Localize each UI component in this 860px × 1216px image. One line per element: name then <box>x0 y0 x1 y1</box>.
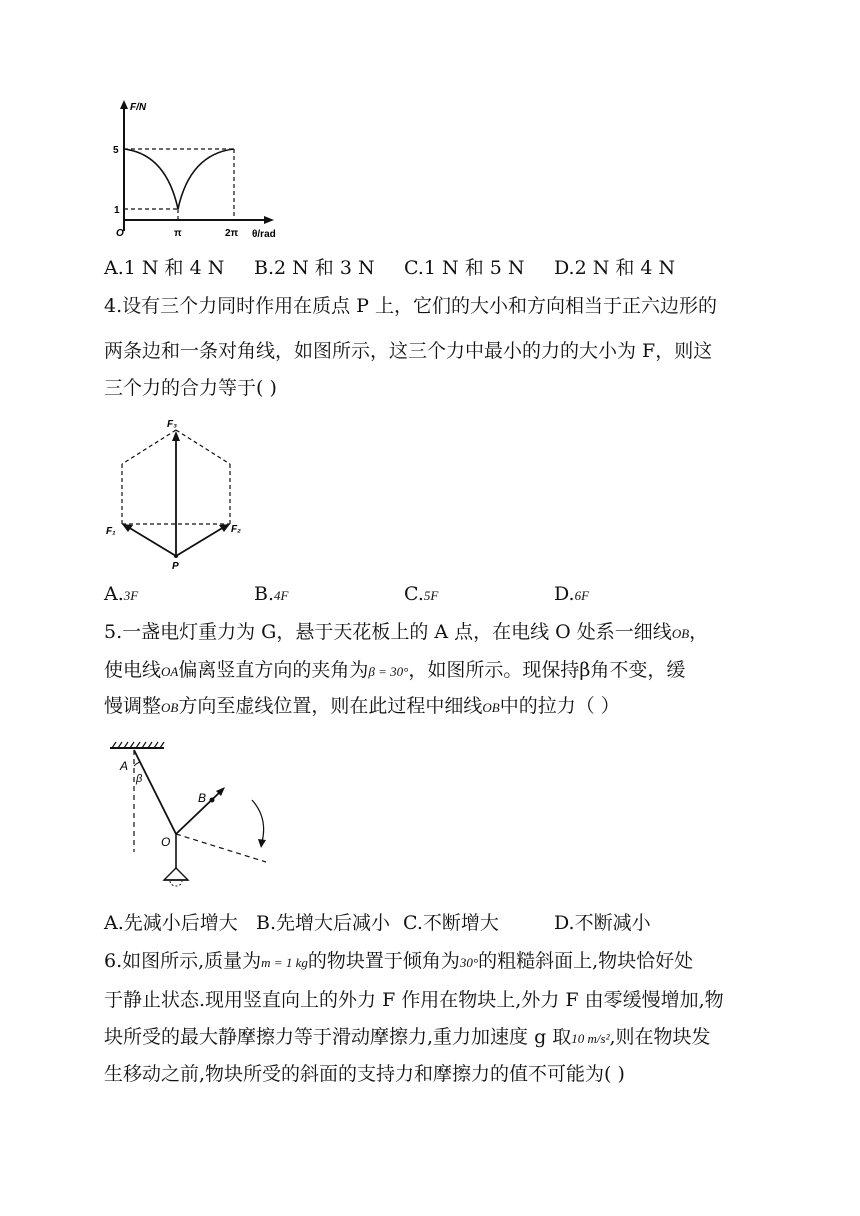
q6-line-1 <box>104 948 693 976</box>
q4-option-a-letter: A. <box>104 583 124 605</box>
q5-ob-symbol-3: OB <box>482 700 500 715</box>
q5-beta-expr: β = 30° <box>368 664 409 679</box>
q6-angle-expr: 30° <box>459 955 479 970</box>
q5-option-c: C.不断增大 <box>403 912 499 934</box>
q4-option-a-value: 3F <box>123 588 139 603</box>
q5-line-2-e: ，如图所示。现保持β角不变，缓 <box>408 659 686 681</box>
q4-option-c-value: 5F <box>423 588 439 603</box>
point-o-label: O <box>161 835 171 849</box>
q6-line-3-c: ,则在物块发 <box>609 1026 711 1048</box>
q4-line-2: 两条边和一条对角线，如图所示，这三个力中最小的力的大小为 F，则这 <box>104 340 713 362</box>
q6-g-expr: 10 m/s² <box>571 1031 610 1046</box>
y-tick-5: 5 <box>113 145 119 156</box>
q5-line-2 <box>104 657 685 685</box>
point-b-label: B <box>198 791 207 805</box>
y-tick-1: 1 <box>114 205 120 216</box>
beta-label: β <box>136 773 143 785</box>
q6-line-1-c: 的物块置于倾角为 <box>307 950 460 972</box>
f2-label: F₂ <box>231 524 241 535</box>
hexagon-force-figure <box>100 418 260 574</box>
q5-line-2-c: 偏离竖直方向的夹角为 <box>178 659 369 681</box>
f1-label: F₁ <box>106 526 116 537</box>
q6-line-2: 于静止状态.现用竖直向上的外力 F 作用在物块上,外力 F 由零缓慢增加,物 <box>104 989 724 1011</box>
q5-line-3 <box>104 693 620 721</box>
q6-line-1-e: 的粗糙斜面上,物块恰好处 <box>478 950 694 972</box>
origin-label: O <box>116 228 124 239</box>
q4-option-b-letter: B. <box>254 583 275 605</box>
q4-option-c <box>404 581 438 609</box>
q4-line-1: 4.设有三个力同时作用在质点 P 上，它们的大小和方向相当于正六边形的 <box>104 295 717 317</box>
q5-line-3-e: 中的拉力（ ） <box>499 695 620 717</box>
point-a-label: A <box>120 759 129 773</box>
q4-option-d-value: 6F <box>574 588 590 603</box>
x-axis-label: θ/rad <box>252 229 276 240</box>
q5-line-3-c: 方向至虚线位置，则在此过程中细线 <box>178 695 483 717</box>
q3-option-d: D.2 N 和 4 N <box>554 257 676 279</box>
p-label: P <box>172 561 179 572</box>
q4-option-c-letter: C. <box>404 583 424 605</box>
q4-option-d <box>554 581 589 609</box>
x-tick-2pi: 2π <box>225 228 239 239</box>
q5-option-d: D.不断减小 <box>554 912 651 934</box>
q6-mass-expr: m = 1 kg <box>261 955 308 970</box>
lamp-string-figure <box>106 740 276 892</box>
q5-option-b: B.先增大后减小 <box>256 912 391 934</box>
y-axis-label: F/N <box>130 102 147 113</box>
q5-line-1-end: ， <box>689 621 709 643</box>
q6-line-1-a: 6.如图所示,质量为 <box>104 950 262 972</box>
q5-line-2-a: 使电线 <box>104 659 162 681</box>
q6-line-4: 生移动之前,物块所受的斜面的支持力和摩擦力的值不可能为( ) <box>104 1063 625 1085</box>
q5-line-3-a: 慢调整 <box>104 695 162 717</box>
q4-option-b-value: 4F <box>274 588 289 603</box>
q6-line-3-a: 块所受的最大静摩擦力等于滑动摩擦力,重力加速度 g 取 <box>104 1026 572 1048</box>
q4-option-b <box>254 581 288 609</box>
force-angle-graph <box>104 96 294 246</box>
q5-line-1-text: 5.一盏电灯重力为 G，悬于天花板上的 A 点，在电线 O 处系一细线 <box>104 621 672 643</box>
f3-label: F₃ <box>167 419 177 430</box>
q3-option-b: B.2 N 和 3 N <box>254 257 375 279</box>
q3-option-a: A.1 N 和 4 N <box>104 257 225 279</box>
q5-option-a: A.先减小后增大 <box>104 912 238 934</box>
q4-option-d-letter: D. <box>554 583 575 605</box>
q3-option-c: C.1 N 和 5 N <box>404 257 525 279</box>
q5-oa-symbol: OA <box>161 664 179 679</box>
q4-line-3: 三个力的合力等于( ) <box>104 377 277 399</box>
q6-line-3 <box>104 1024 711 1052</box>
x-tick-pi: π <box>174 228 182 239</box>
q4-option-a <box>104 581 138 609</box>
q5-line-1 <box>104 619 708 647</box>
q5-ob-symbol-2: OB <box>161 700 179 715</box>
q5-ob-symbol: OB <box>671 626 690 641</box>
